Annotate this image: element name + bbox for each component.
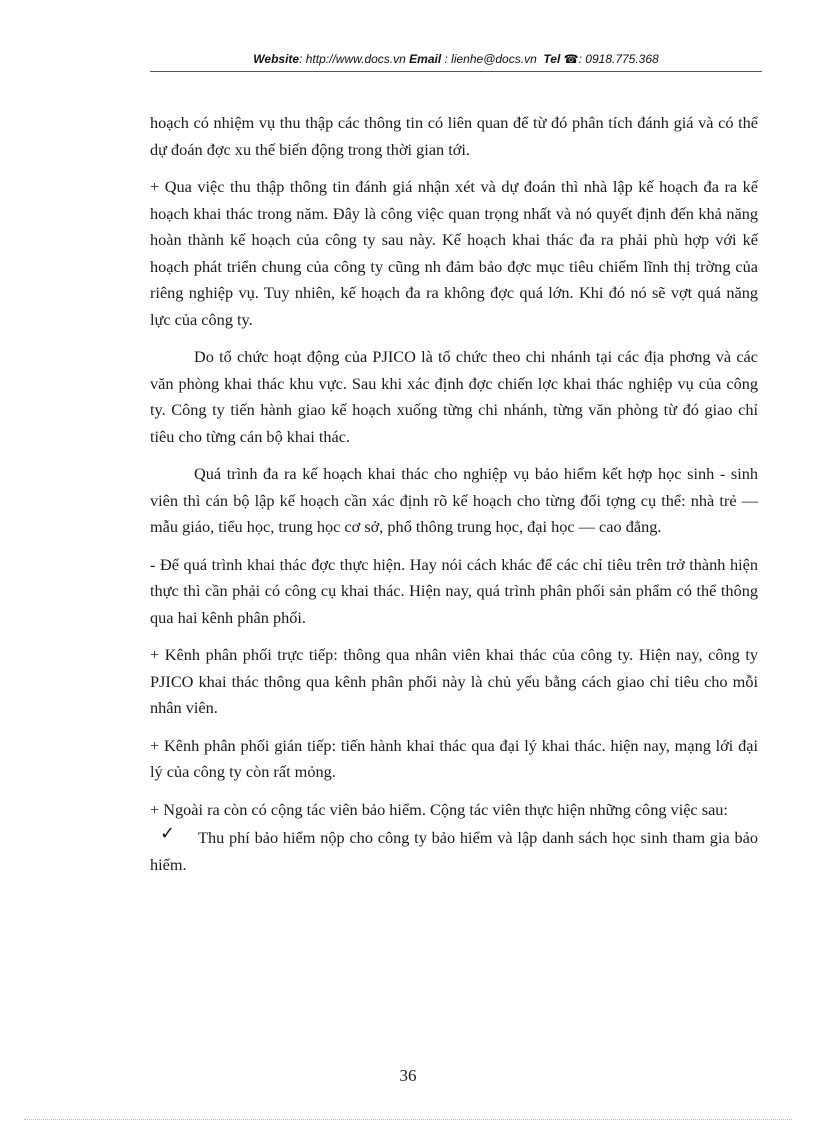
tel-number: : 0918.775.368 — [578, 52, 659, 66]
footer-divider — [24, 1119, 792, 1120]
document-body — [150, 110, 758, 878]
paragraph-2: + Qua việc thu thập thông tin đánh giá nhận xét và dự đoán thì nhà lập kế hoạch đa ra kế hoạch khai thác trong năm. Đây là công việc quan trọng nhất và nó quyết định đến khả năng hoàn thành kế hoạch của công ty sau này. Kế hoạch khai thác đa ra phải phù hợp với kế hoạch phát triển chung của công ty cũng nh đảm bảo đợc mục tiêu chiếm lĩnh thị trờng của riêng nghiệp vụ. Tuy nhiên, kế hoạch đa ra không đợc quá lớn. Khi đó nó sẽ vợt quá năng lực của công ty. — [150, 177, 758, 329]
paragraph-5: - Để quá trình khai thác đợc thực hiện. Hay nói cách khác để các chỉ tiêu trên trở thành hiện thực thì cần phải có công cụ khai thác. Hiện nay, quá trình phân phối sản phẩm có thể thông qua hai kênh phân phối. — [150, 554, 758, 627]
website-label: Website — [253, 52, 300, 66]
page-number: 36 — [399, 1066, 417, 1085]
phone-icon: ☎ — [563, 52, 579, 66]
paragraph-7: + Kênh phân phối gián tiếp: tiến hành khai thác qua đại lý khai thác. hiện nay, mạng lới đại lý của công ty còn rất mỏng. — [150, 735, 758, 781]
checklist-item — [150, 825, 758, 878]
header-divider — [150, 71, 762, 72]
email-label: Email — [409, 52, 442, 66]
checkmark-icon: ✓ — [160, 823, 176, 844]
paragraph-3: Do tổ chức hoạt động của PJICO là tổ chức theo chi nhánh tại các địa phơng và các văn phòng khai thác khu vực. Sau khi xác định đợc chiến lợc khai thác nghiệp vụ của công ty. Công ty tiến hành giao kế hoạch xuống từng chi nhánh, từng văn phòng từ đó giao chỉ tiêu cho từng cán bộ khai thác. — [150, 347, 758, 446]
email-link[interactable]: : lienhe@docs.vn — [441, 52, 537, 66]
paragraph-8: + Ngoài ra còn có cộng tác viên bảo hiểm. Cộng tác viên thực hiện những công việc sau: — [150, 799, 728, 819]
paragraph-6: + Kênh phân phối trực tiếp: thông qua nhân viên khai thác của công ty. Hiện nay, công ty PJICO khai thác thông qua kênh phân phối này là chủ yếu bằng cách giao chỉ tiêu cho mỗi nhân viên. — [150, 645, 758, 717]
checklist-item-text: Thu phí bảo hiểm nộp cho công ty bảo hiểm và lập danh sách học sinh tham gia bảo hiểm. — [150, 828, 758, 874]
page-header — [150, 52, 762, 70]
website-link[interactable]: : http://www.docs.vn — [299, 52, 406, 66]
tel-label: Tel — [543, 52, 561, 66]
paragraph-4: Quá trình đa ra kế hoạch khai thác cho nghiệp vụ bảo hiểm kết hợp học sinh - sinh viên thì cán bộ lập kế hoạch cần xác định rõ kế hoạch cho từng đối tợng cụ thể: nhà trẻ — mẫu giáo, tiểu học, trung học cơ sở, phổ thông trung học, đại học — cao đẳng. — [150, 464, 758, 536]
paragraph-1: hoạch có nhiệm vụ thu thập các thông tin có liên quan để từ đó phân tích đánh giá và có thể dự đoán đợc xu thế biến động trong thời gian tới. — [150, 113, 758, 159]
